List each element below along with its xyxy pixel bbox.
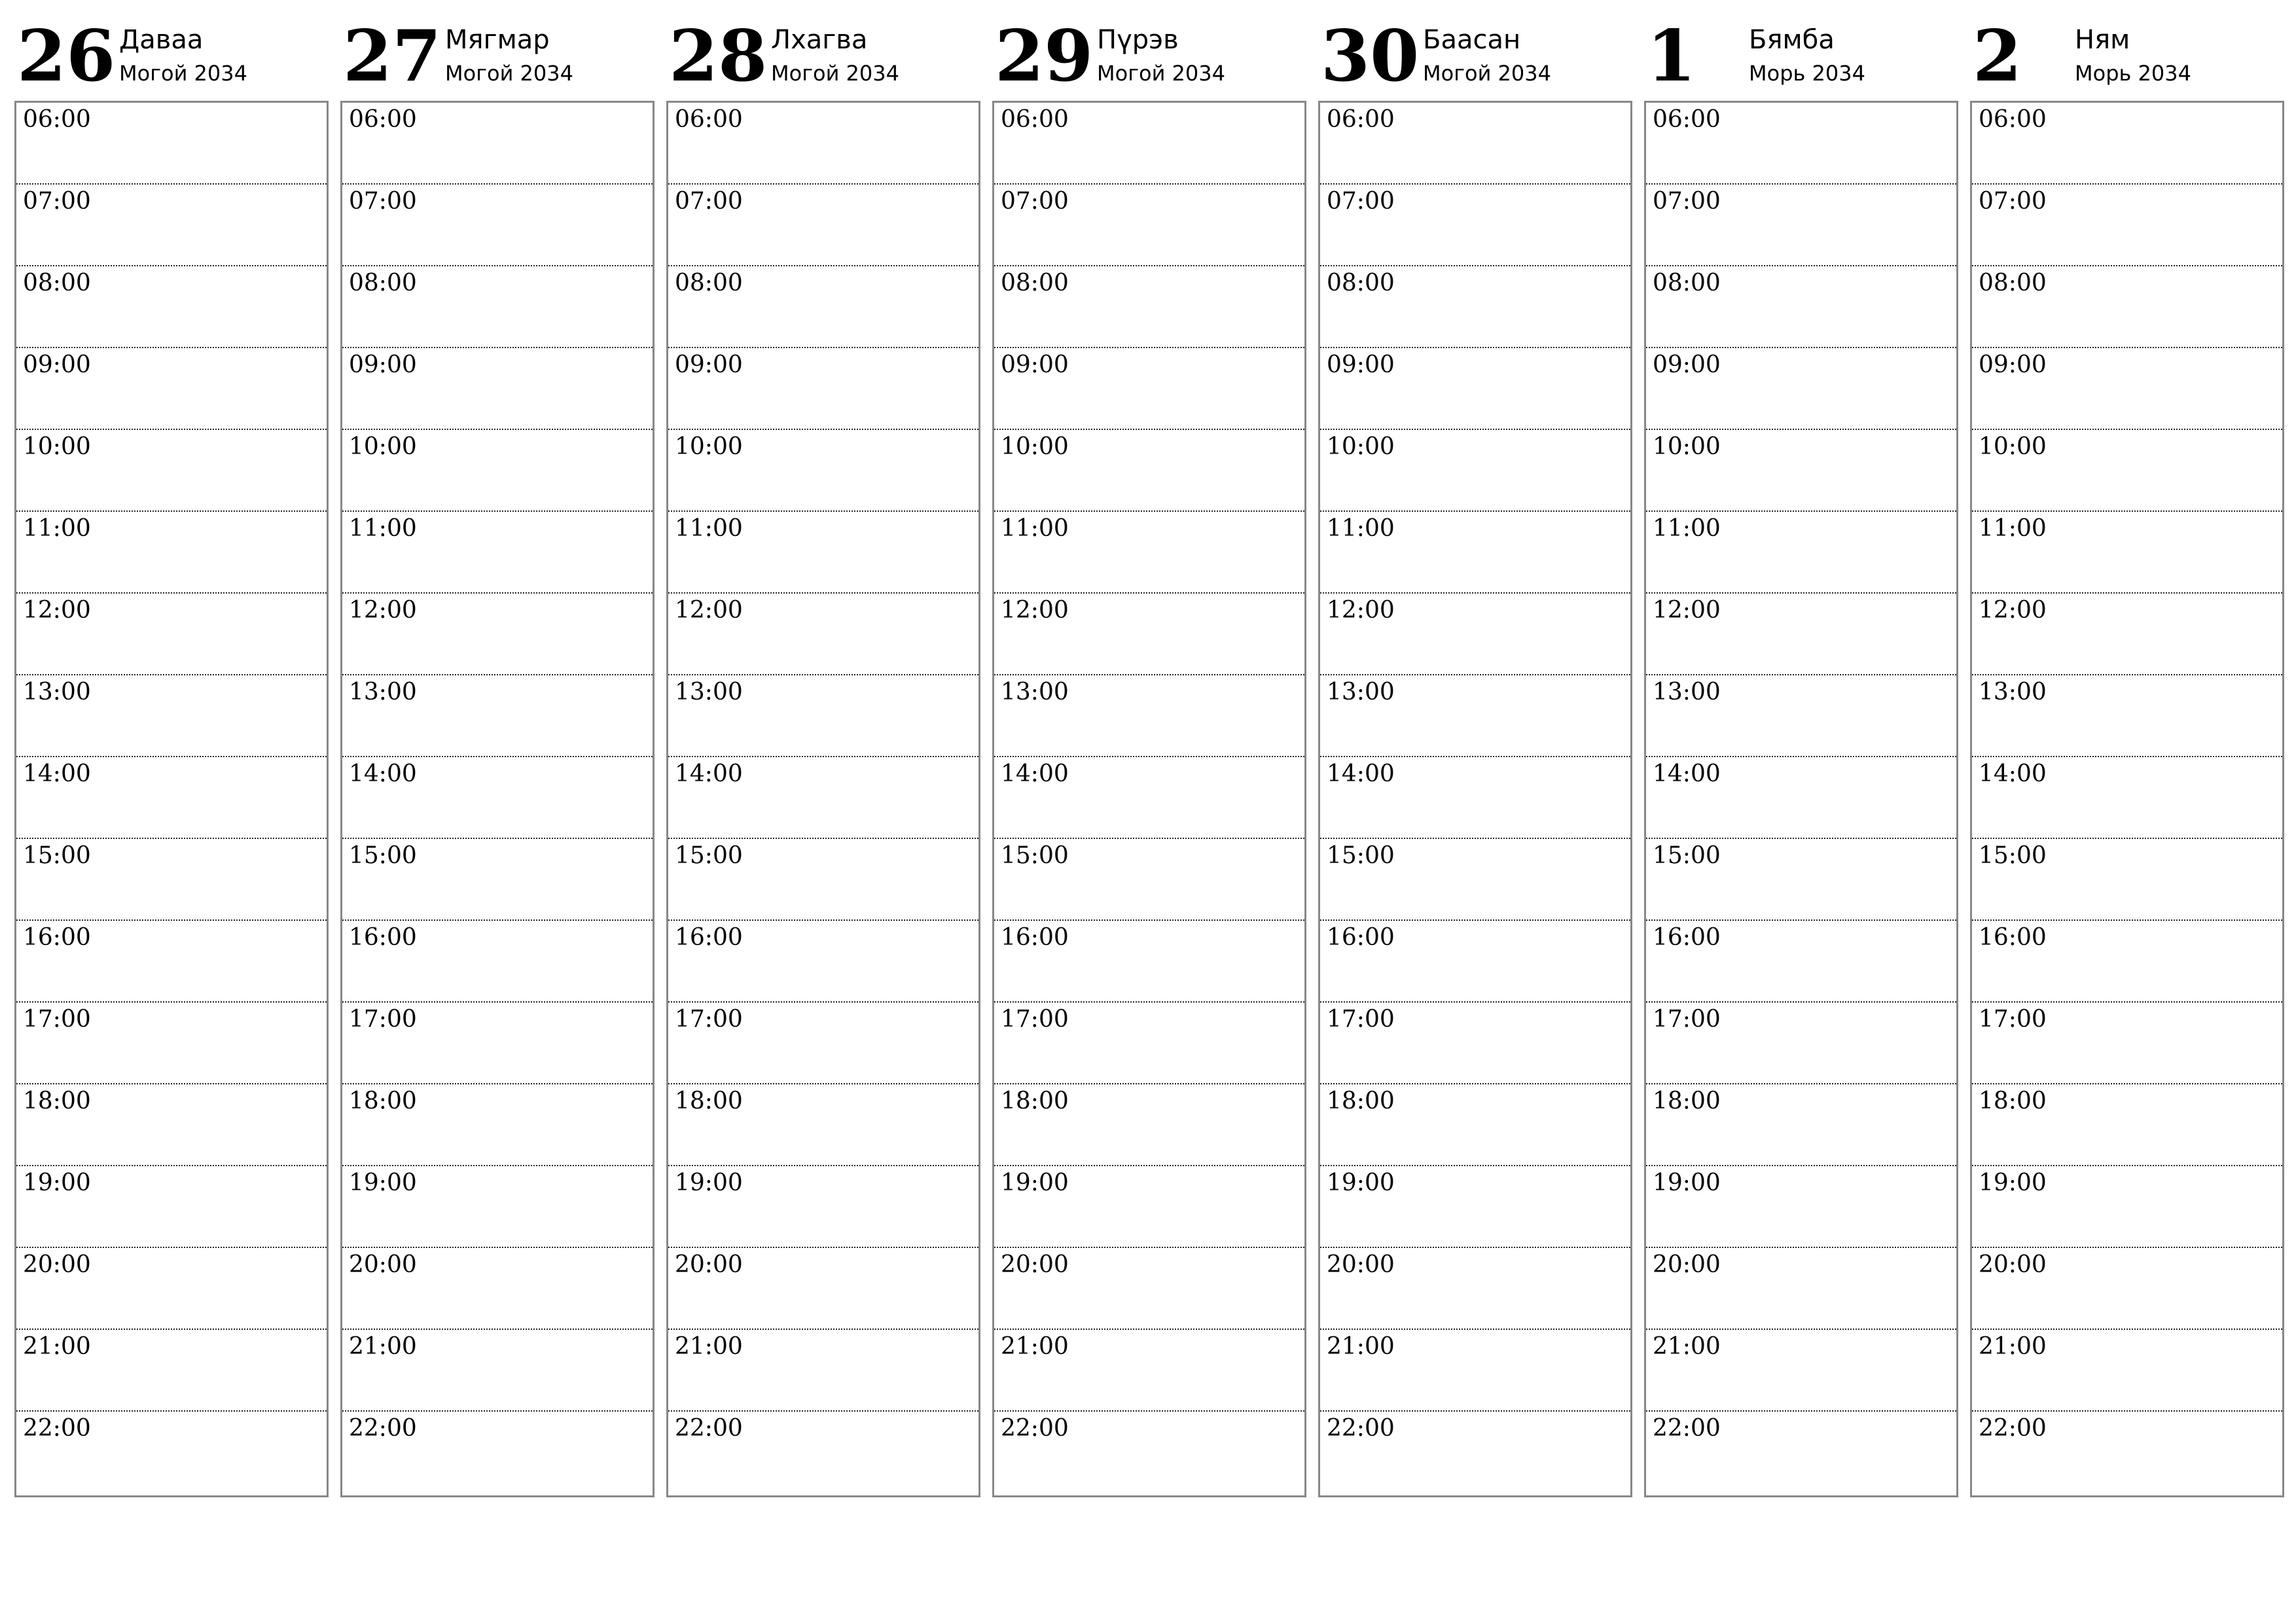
time-label: 13:00 (675, 679, 743, 705)
time-slot[interactable] (668, 1003, 978, 1084)
day-header (992, 0, 1305, 98)
time-label: 18:00 (349, 1088, 417, 1115)
time-label: 17:00 (1001, 1006, 1069, 1033)
time-slot[interactable] (1320, 921, 1630, 1003)
day-column-thursday (992, 0, 1305, 1505)
time-slot[interactable] (994, 594, 1304, 675)
time-slot[interactable] (1320, 839, 1630, 921)
time-slot[interactable] (16, 185, 327, 266)
day-header (1970, 0, 2283, 98)
time-slot[interactable] (994, 1248, 1304, 1330)
time-slot[interactable] (1320, 348, 1630, 430)
time-label: 16:00 (349, 924, 417, 951)
time-slot[interactable] (1646, 839, 1956, 921)
time-label: 07:00 (1327, 188, 1395, 215)
time-label: 15:00 (1327, 842, 1395, 869)
time-slot[interactable] (342, 185, 653, 266)
time-slot[interactable] (16, 1412, 327, 1493)
time-slot[interactable] (668, 512, 978, 594)
time-slot[interactable] (1972, 103, 2282, 185)
day-column-sunday (1970, 0, 2283, 1505)
time-slot[interactable] (1320, 512, 1630, 594)
time-slot[interactable] (16, 266, 327, 348)
time-label: 08:00 (349, 270, 417, 296)
time-slot[interactable] (342, 348, 653, 430)
time-slot[interactable] (994, 512, 1304, 594)
time-slot[interactable] (1972, 185, 2282, 266)
time-label: 15:00 (349, 842, 417, 869)
time-label: 10:00 (1653, 433, 1721, 460)
time-slot[interactable] (1646, 921, 1956, 1003)
day-month: Могой 2034 (771, 61, 899, 86)
time-label: 21:00 (1327, 1333, 1395, 1360)
time-slot[interactable] (342, 675, 653, 757)
time-slot[interactable] (994, 675, 1304, 757)
time-slot[interactable] (1646, 1084, 1956, 1166)
time-slot[interactable] (994, 757, 1304, 839)
time-label: 10:00 (1001, 433, 1069, 460)
time-label: 08:00 (1653, 270, 1721, 296)
time-label: 18:00 (1979, 1088, 2047, 1115)
time-slot[interactable] (668, 757, 978, 839)
time-slot[interactable] (1320, 266, 1630, 348)
time-slot[interactable] (1320, 1412, 1630, 1493)
time-label: 22:00 (675, 1415, 743, 1442)
time-label: 12:00 (23, 597, 91, 624)
time-slot[interactable] (994, 430, 1304, 512)
day-column-monday (14, 0, 327, 1505)
time-slot[interactable] (1646, 675, 1956, 757)
time-label: 20:00 (1653, 1251, 1721, 1278)
time-label: 09:00 (1327, 351, 1395, 378)
time-label: 17:00 (1327, 1006, 1395, 1033)
time-slot[interactable] (668, 1330, 978, 1412)
time-label: 17:00 (675, 1006, 743, 1033)
time-label: 06:00 (23, 106, 91, 133)
day-number: 2 (1973, 15, 2022, 98)
time-slot[interactable] (1320, 594, 1630, 675)
time-label: 10:00 (1327, 433, 1395, 460)
time-slot[interactable] (1646, 1166, 1956, 1248)
day-column-wednesday (666, 0, 979, 1505)
time-label: 09:00 (23, 351, 91, 378)
time-slot[interactable] (16, 1003, 327, 1084)
time-label: 13:00 (349, 679, 417, 705)
time-slot[interactable] (1646, 1330, 1956, 1412)
time-slot[interactable] (668, 266, 978, 348)
time-slot[interactable] (1972, 1003, 2282, 1084)
time-slot[interactable] (1972, 266, 2282, 348)
time-label: 10:00 (349, 433, 417, 460)
time-slot[interactable] (994, 348, 1304, 430)
time-label: 11:00 (1979, 515, 2047, 542)
time-label: 08:00 (675, 270, 743, 296)
time-slot[interactable] (1646, 757, 1956, 839)
time-label: 17:00 (1979, 1006, 2047, 1033)
time-label: 14:00 (349, 760, 417, 787)
day-name: Баасан (1423, 25, 1521, 55)
time-slot[interactable] (16, 921, 327, 1003)
time-label: 21:00 (349, 1333, 417, 1360)
day-month: Морь 2034 (2075, 61, 2191, 86)
time-slot[interactable] (342, 1084, 653, 1166)
time-slot[interactable] (342, 921, 653, 1003)
time-slot[interactable] (1972, 1412, 2282, 1493)
time-slot[interactable] (1646, 348, 1956, 430)
time-label: 07:00 (1653, 188, 1721, 215)
time-label: 21:00 (23, 1333, 91, 1360)
time-slot[interactable] (342, 1003, 653, 1084)
time-label: 11:00 (675, 515, 743, 542)
time-slot[interactable] (1972, 921, 2282, 1003)
time-label: 12:00 (675, 597, 743, 624)
time-slot[interactable] (16, 594, 327, 675)
day-schedule-box (1318, 101, 1632, 1497)
time-label: 18:00 (1653, 1088, 1721, 1115)
time-label: 14:00 (1001, 760, 1069, 787)
time-slot[interactable] (668, 839, 978, 921)
time-label: 15:00 (1653, 842, 1721, 869)
time-slot[interactable] (1646, 430, 1956, 512)
time-label: 20:00 (1979, 1251, 2047, 1278)
time-slot[interactable] (1320, 185, 1630, 266)
time-slot[interactable] (1320, 1166, 1630, 1248)
day-header (1644, 0, 1957, 98)
time-slot[interactable] (994, 103, 1304, 185)
time-slot[interactable] (16, 430, 327, 512)
time-slot[interactable] (994, 1330, 1304, 1412)
time-label: 20:00 (675, 1251, 743, 1278)
time-slot[interactable] (994, 266, 1304, 348)
time-label: 15:00 (1001, 842, 1069, 869)
time-label: 21:00 (675, 1333, 743, 1360)
time-slot[interactable] (1646, 266, 1956, 348)
day-name: Лхагва (771, 25, 868, 55)
time-slot[interactable] (1972, 757, 2282, 839)
time-slot[interactable] (16, 1330, 327, 1412)
day-name: Бямба (1749, 25, 1835, 55)
time-label: 07:00 (1979, 188, 2047, 215)
time-slot[interactable] (342, 839, 653, 921)
time-label: 12:00 (1653, 597, 1721, 624)
day-schedule-box (992, 101, 1306, 1497)
time-label: 22:00 (23, 1415, 91, 1442)
time-label: 06:00 (1653, 106, 1721, 133)
time-slot[interactable] (668, 185, 978, 266)
time-slot[interactable] (1972, 594, 2282, 675)
time-label: 14:00 (23, 760, 91, 787)
time-label: 21:00 (1001, 1333, 1069, 1360)
time-slot[interactable] (1972, 1248, 2282, 1330)
time-label: 18:00 (1327, 1088, 1395, 1115)
time-label: 09:00 (1001, 351, 1069, 378)
time-label: 10:00 (1979, 433, 2047, 460)
time-slot[interactable] (16, 512, 327, 594)
time-slot[interactable] (342, 1412, 653, 1493)
time-label: 11:00 (1327, 515, 1395, 542)
time-slot[interactable] (1646, 1412, 1956, 1493)
day-column-saturday (1644, 0, 1957, 1505)
time-slot[interactable] (1972, 512, 2282, 594)
time-slot[interactable] (1972, 1330, 2282, 1412)
time-label: 20:00 (349, 1251, 417, 1278)
time-label: 16:00 (1327, 924, 1395, 951)
time-slot[interactable] (994, 839, 1304, 921)
day-header (340, 0, 653, 98)
time-label: 08:00 (1979, 270, 2047, 296)
day-header (14, 0, 327, 98)
time-label: 22:00 (1001, 1415, 1069, 1442)
time-slot[interactable] (1320, 1330, 1630, 1412)
time-slot[interactable] (1646, 512, 1956, 594)
day-number: 29 (995, 15, 1094, 98)
time-label: 19:00 (1327, 1169, 1395, 1196)
time-slot[interactable] (342, 430, 653, 512)
time-slot[interactable] (1972, 675, 2282, 757)
day-month: Могой 2034 (1097, 61, 1225, 86)
time-slot[interactable] (1320, 675, 1630, 757)
time-slot[interactable] (994, 921, 1304, 1003)
time-label: 17:00 (349, 1006, 417, 1033)
weekly-planner (14, 0, 2283, 1505)
day-column-tuesday (340, 0, 653, 1505)
time-slot[interactable] (1320, 1003, 1630, 1084)
time-label: 22:00 (1327, 1415, 1395, 1442)
time-label: 19:00 (675, 1169, 743, 1196)
time-label: 19:00 (1653, 1169, 1721, 1196)
day-name: Даваа (119, 25, 204, 55)
time-slot[interactable] (342, 1330, 653, 1412)
day-number: 28 (669, 15, 768, 98)
time-slot[interactable] (16, 839, 327, 921)
time-label: 14:00 (1653, 760, 1721, 787)
time-slot[interactable] (1972, 839, 2282, 921)
day-name: Ням (2075, 25, 2130, 55)
time-slot[interactable] (1646, 1003, 1956, 1084)
time-label: 22:00 (1979, 1415, 2047, 1442)
time-label: 07:00 (1001, 188, 1069, 215)
time-label: 14:00 (675, 760, 743, 787)
time-slot[interactable] (16, 675, 327, 757)
day-schedule-box (1970, 101, 2284, 1497)
time-label: 13:00 (23, 679, 91, 705)
time-slot[interactable] (16, 1166, 327, 1248)
time-label: 09:00 (1979, 351, 2047, 378)
time-label: 11:00 (23, 515, 91, 542)
time-label: 17:00 (23, 1006, 91, 1033)
time-slot[interactable] (994, 185, 1304, 266)
time-slot[interactable] (668, 348, 978, 430)
time-slot[interactable] (342, 594, 653, 675)
time-slot[interactable] (342, 1248, 653, 1330)
time-label: 06:00 (1327, 106, 1395, 133)
time-slot[interactable] (994, 1166, 1304, 1248)
time-slot[interactable] (16, 103, 327, 185)
time-label: 07:00 (23, 188, 91, 215)
day-number: 26 (17, 15, 116, 98)
time-slot[interactable] (668, 430, 978, 512)
time-label: 08:00 (1327, 270, 1395, 296)
time-slot[interactable] (16, 757, 327, 839)
time-label: 12:00 (1327, 597, 1395, 624)
time-slot[interactable] (16, 348, 327, 430)
time-label: 09:00 (675, 351, 743, 378)
time-label: 19:00 (1001, 1169, 1069, 1196)
time-label: 08:00 (23, 270, 91, 296)
time-label: 09:00 (349, 351, 417, 378)
day-month: Могой 2034 (1423, 61, 1551, 86)
time-label: 21:00 (1653, 1333, 1721, 1360)
time-slot[interactable] (1646, 594, 1956, 675)
time-slot[interactable] (1972, 1166, 2282, 1248)
time-label: 13:00 (1653, 679, 1721, 705)
time-slot[interactable] (1320, 430, 1630, 512)
time-slot[interactable] (668, 1248, 978, 1330)
day-month: Морь 2034 (1749, 61, 1865, 86)
time-label: 15:00 (1979, 842, 2047, 869)
time-label: 18:00 (675, 1088, 743, 1115)
time-slot[interactable] (342, 512, 653, 594)
time-label: 14:00 (1979, 760, 2047, 787)
time-slot[interactable] (342, 757, 653, 839)
time-label: 22:00 (1653, 1415, 1721, 1442)
time-label: 16:00 (675, 924, 743, 951)
time-label: 11:00 (349, 515, 417, 542)
day-month: Могой 2034 (119, 61, 247, 86)
time-label: 07:00 (675, 188, 743, 215)
time-label: 12:00 (1979, 597, 2047, 624)
time-slot[interactable] (1646, 185, 1956, 266)
time-label: 12:00 (349, 597, 417, 624)
time-slot[interactable] (668, 1084, 978, 1166)
day-schedule-box (14, 101, 329, 1497)
time-label: 19:00 (23, 1169, 91, 1196)
time-label: 19:00 (349, 1169, 417, 1196)
day-number: 1 (1647, 15, 1696, 98)
time-label: 16:00 (1979, 924, 2047, 951)
time-label: 10:00 (675, 433, 743, 460)
time-label: 20:00 (23, 1251, 91, 1278)
time-slot[interactable] (1972, 348, 2282, 430)
time-label: 15:00 (675, 842, 743, 869)
time-slot[interactable] (994, 1003, 1304, 1084)
day-header (666, 0, 979, 98)
day-number: 30 (1321, 15, 1420, 98)
time-label: 22:00 (349, 1415, 417, 1442)
time-label: 11:00 (1653, 515, 1721, 542)
time-slot[interactable] (1972, 430, 2282, 512)
time-slot[interactable] (668, 675, 978, 757)
time-slot[interactable] (1320, 1084, 1630, 1166)
time-slot[interactable] (1972, 1084, 2282, 1166)
time-label: 06:00 (675, 106, 743, 133)
time-label: 19:00 (1979, 1169, 2047, 1196)
day-schedule-box (666, 101, 980, 1497)
time-slot[interactable] (342, 103, 653, 185)
time-slot[interactable] (668, 921, 978, 1003)
time-slot[interactable] (668, 103, 978, 185)
day-schedule-box (1644, 101, 1958, 1497)
time-slot[interactable] (16, 1248, 327, 1330)
day-column-friday (1318, 0, 1631, 1505)
time-label: 06:00 (349, 106, 417, 133)
time-slot[interactable] (342, 1166, 653, 1248)
day-number: 27 (343, 15, 442, 98)
time-slot[interactable] (668, 594, 978, 675)
time-slot[interactable] (668, 1166, 978, 1248)
time-label: 06:00 (1979, 106, 2047, 133)
time-label: 13:00 (1327, 679, 1395, 705)
time-label: 06:00 (1001, 106, 1069, 133)
time-label: 17:00 (1653, 1006, 1721, 1033)
time-slot[interactable] (1320, 757, 1630, 839)
time-label: 21:00 (1979, 1333, 2047, 1360)
time-slot[interactable] (1320, 1248, 1630, 1330)
time-label: 20:00 (1001, 1251, 1069, 1278)
day-month: Могой 2034 (445, 61, 573, 86)
day-header (1318, 0, 1631, 98)
time-slot[interactable] (994, 1412, 1304, 1493)
time-label: 09:00 (1653, 351, 1721, 378)
time-label: 16:00 (23, 924, 91, 951)
time-label: 10:00 (23, 433, 91, 460)
time-label: 15:00 (23, 842, 91, 869)
day-name: Мягмар (445, 25, 550, 55)
time-label: 13:00 (1001, 679, 1069, 705)
time-label: 12:00 (1001, 597, 1069, 624)
time-slot[interactable] (16, 1084, 327, 1166)
time-slot[interactable] (1320, 103, 1630, 185)
time-slot[interactable] (994, 1084, 1304, 1166)
time-label: 18:00 (23, 1088, 91, 1115)
time-label: 07:00 (349, 188, 417, 215)
day-name: Пүрэв (1097, 25, 1179, 55)
time-slot[interactable] (342, 266, 653, 348)
time-label: 11:00 (1001, 515, 1069, 542)
time-slot[interactable] (1646, 103, 1956, 185)
time-label: 16:00 (1001, 924, 1069, 951)
time-label: 18:00 (1001, 1088, 1069, 1115)
time-slot[interactable] (1646, 1248, 1956, 1330)
time-label: 13:00 (1979, 679, 2047, 705)
day-schedule-box (340, 101, 655, 1497)
time-label: 08:00 (1001, 270, 1069, 296)
time-label: 20:00 (1327, 1251, 1395, 1278)
time-label: 14:00 (1327, 760, 1395, 787)
time-label: 16:00 (1653, 924, 1721, 951)
time-slot[interactable] (668, 1412, 978, 1493)
